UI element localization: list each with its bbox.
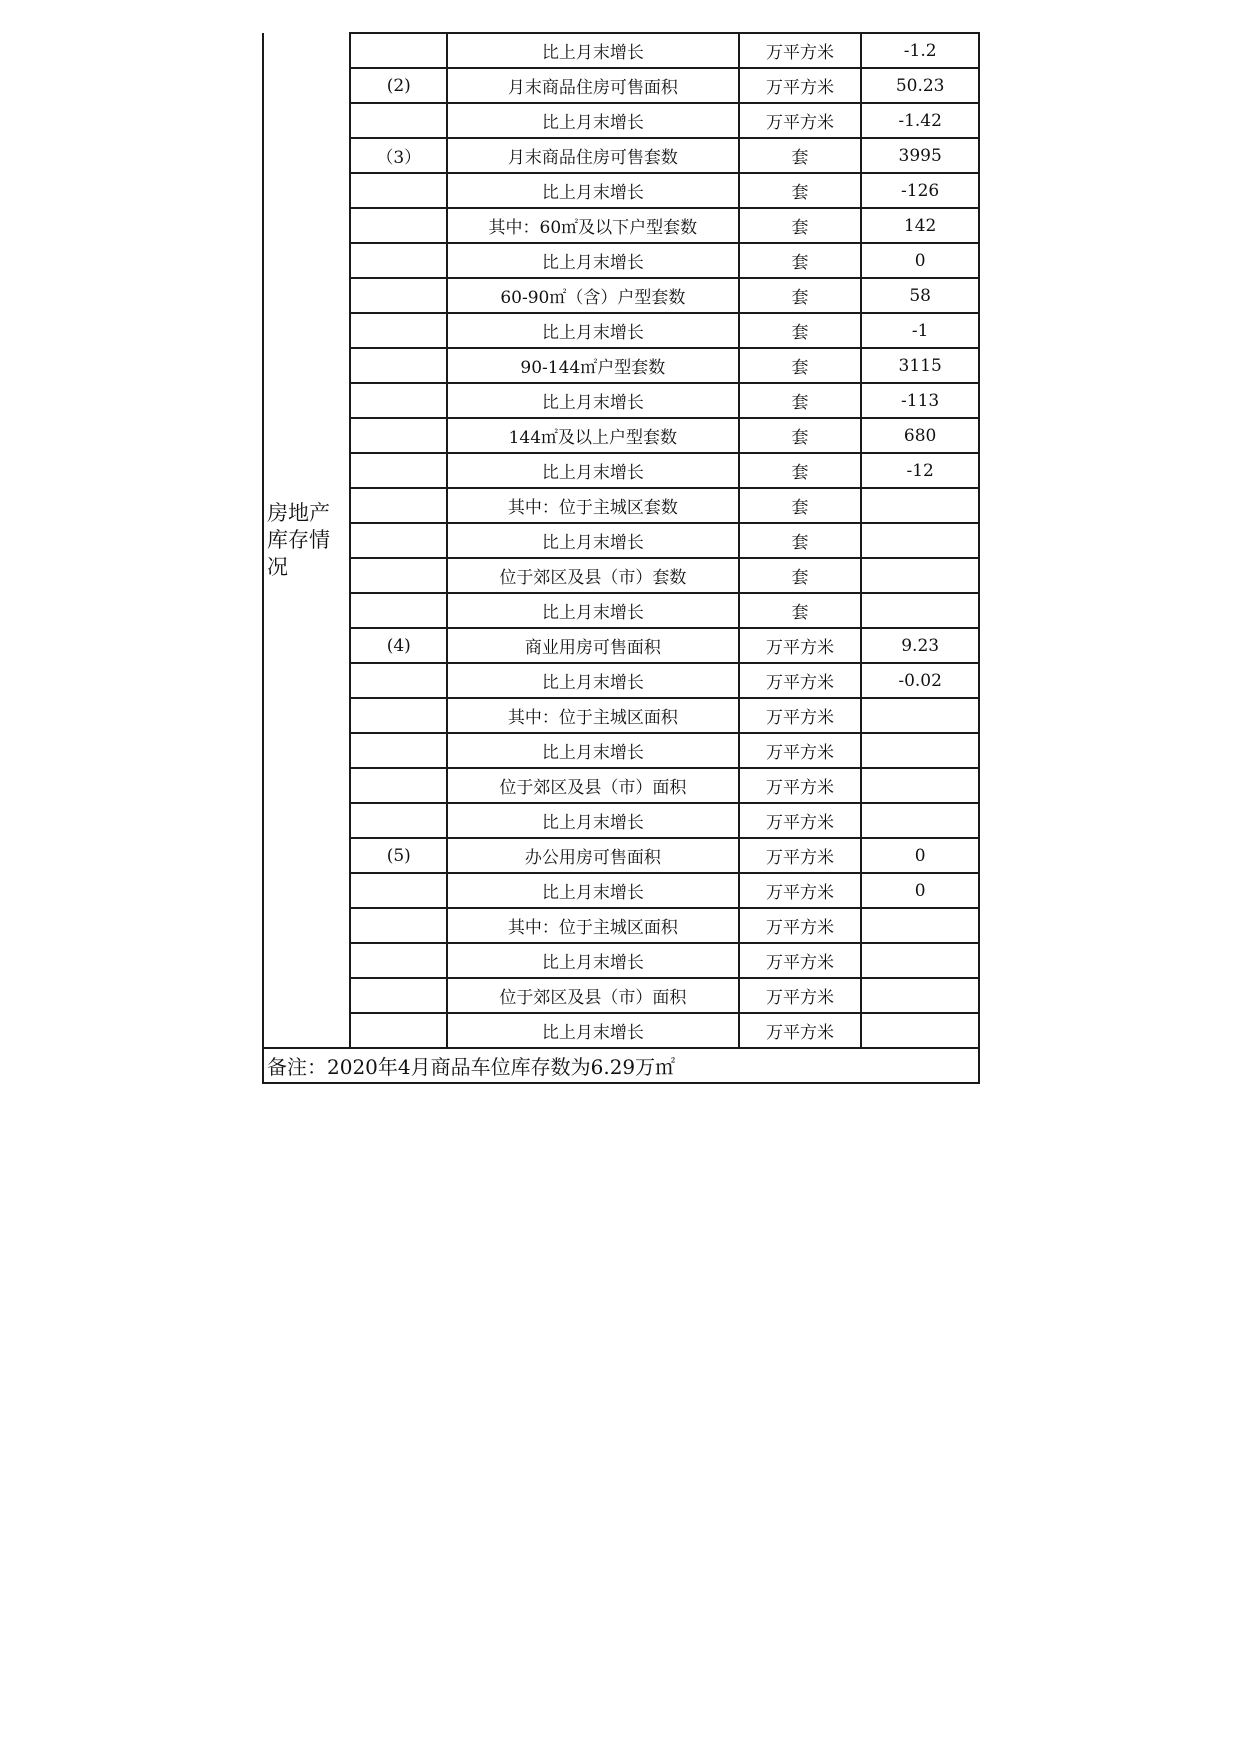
table-row — [263, 628, 979, 663]
row-unit-cell: 套 — [739, 593, 862, 628]
inventory-table-body — [263, 33, 979, 1083]
row-index-cell — [350, 733, 447, 768]
row-unit-cell: 万平方米 — [739, 628, 862, 663]
row-item-cell: 比上月末增长 — [447, 943, 739, 978]
row-unit-cell: 万平方米 — [739, 838, 862, 873]
table-row — [263, 838, 979, 873]
row-value-cell — [861, 733, 979, 768]
row-index-cell — [350, 348, 447, 383]
row-item-cell: 其中：位于主城区面积 — [447, 698, 739, 733]
row-index-cell — [350, 558, 447, 593]
row-index-cell — [350, 453, 447, 488]
table-row — [263, 138, 979, 173]
row-item-cell: 位于郊区及县（市）面积 — [447, 978, 739, 1013]
row-unit-cell: 套 — [739, 138, 862, 173]
row-index-cell — [350, 768, 447, 803]
table-row — [263, 173, 979, 208]
row-index-cell — [350, 803, 447, 838]
row-index-cell — [350, 208, 447, 243]
row-unit-cell: 套 — [739, 243, 862, 278]
table-row — [263, 873, 979, 908]
row-index-cell — [350, 383, 447, 418]
row-unit-cell: 套 — [739, 278, 862, 313]
row-item-cell: 60-90㎡（含）户型套数 — [447, 278, 739, 313]
row-value-cell: -1 — [861, 313, 979, 348]
row-index-cell — [350, 278, 447, 313]
row-index-cell: （3） — [350, 138, 447, 173]
row-value-cell: 3995 — [861, 138, 979, 173]
table-row — [263, 663, 979, 698]
row-item-cell: 比上月末增长 — [447, 803, 739, 838]
row-index-cell: (5) — [350, 838, 447, 873]
row-item-cell: 144㎡及以上户型套数 — [447, 418, 739, 453]
row-value-cell — [861, 768, 979, 803]
section-label: 房地产库存情况 — [263, 33, 350, 1048]
row-unit-cell: 套 — [739, 208, 862, 243]
row-value-cell: -1.2 — [861, 33, 979, 68]
row-unit-cell: 万平方米 — [739, 68, 862, 103]
table-row — [263, 488, 979, 523]
row-unit-cell: 套 — [739, 523, 862, 558]
row-index-cell: (2) — [350, 68, 447, 103]
table-row — [263, 313, 979, 348]
row-unit-cell: 套 — [739, 173, 862, 208]
row-unit-cell: 套 — [739, 558, 862, 593]
row-unit-cell: 万平方米 — [739, 978, 862, 1013]
row-value-cell: -113 — [861, 383, 979, 418]
row-value-cell: -1.42 — [861, 103, 979, 138]
row-index-cell — [350, 173, 447, 208]
row-item-cell: 比上月末增长 — [447, 453, 739, 488]
inventory-table — [262, 32, 980, 1084]
row-value-cell — [861, 978, 979, 1013]
row-index-cell — [350, 243, 447, 278]
row-item-cell: 比上月末增长 — [447, 733, 739, 768]
row-item-cell: 比上月末增长 — [447, 523, 739, 558]
table-row — [263, 768, 979, 803]
row-item-cell: 月末商品住房可售面积 — [447, 68, 739, 103]
row-item-cell: 位于郊区及县（市）面积 — [447, 768, 739, 803]
row-item-cell: 比上月末增长 — [447, 313, 739, 348]
row-item-cell: 月末商品住房可售套数 — [447, 138, 739, 173]
row-value-cell: 680 — [861, 418, 979, 453]
row-item-cell: 90-144㎡户型套数 — [447, 348, 739, 383]
row-item-cell: 位于郊区及县（市）套数 — [447, 558, 739, 593]
footnote: 备注：2020年4月商品车位库存数为6.29万㎡ — [263, 1048, 979, 1083]
table-row — [263, 68, 979, 103]
table-row — [263, 978, 979, 1013]
row-unit-cell: 套 — [739, 488, 862, 523]
row-item-cell: 比上月末增长 — [447, 593, 739, 628]
row-value-cell: 142 — [861, 208, 979, 243]
table-row — [263, 803, 979, 838]
row-index-cell — [350, 488, 447, 523]
row-index-cell — [350, 908, 447, 943]
table-row — [263, 103, 979, 138]
row-item-cell: 办公用房可售面积 — [447, 838, 739, 873]
row-unit-cell: 万平方米 — [739, 943, 862, 978]
table-row — [263, 1013, 979, 1048]
row-value-cell — [861, 488, 979, 523]
row-unit-cell: 套 — [739, 453, 862, 488]
row-value-cell: 3115 — [861, 348, 979, 383]
table-row — [263, 908, 979, 943]
row-index-cell — [350, 943, 447, 978]
row-value-cell: -0.02 — [861, 663, 979, 698]
table-row — [263, 418, 979, 453]
row-unit-cell: 套 — [739, 348, 862, 383]
row-index-cell — [350, 418, 447, 453]
row-value-cell — [861, 558, 979, 593]
table-row — [263, 943, 979, 978]
row-item-cell: 比上月末增长 — [447, 103, 739, 138]
row-value-cell: -126 — [861, 173, 979, 208]
row-value-cell: 0 — [861, 873, 979, 908]
row-value-cell — [861, 698, 979, 733]
row-index-cell — [350, 103, 447, 138]
table-row — [263, 453, 979, 488]
row-value-cell: 58 — [861, 278, 979, 313]
row-item-cell: 比上月末增长 — [447, 173, 739, 208]
row-unit-cell: 万平方米 — [739, 103, 862, 138]
row-unit-cell: 万平方米 — [739, 663, 862, 698]
row-index-cell — [350, 1013, 447, 1048]
table-row — [263, 698, 979, 733]
row-item-cell: 商业用房可售面积 — [447, 628, 739, 663]
table-row — [263, 383, 979, 418]
row-value-cell — [861, 1013, 979, 1048]
row-item-cell: 比上月末增长 — [447, 33, 739, 68]
row-unit-cell: 万平方米 — [739, 1013, 862, 1048]
table-row — [263, 243, 979, 278]
row-value-cell: 50.23 — [861, 68, 979, 103]
row-value-cell — [861, 523, 979, 558]
row-item-cell: 其中：60㎡及以下户型套数 — [447, 208, 739, 243]
row-unit-cell: 套 — [739, 313, 862, 348]
row-unit-cell: 万平方米 — [739, 908, 862, 943]
row-value-cell: 0 — [861, 838, 979, 873]
row-unit-cell: 万平方米 — [739, 733, 862, 768]
table-row — [263, 593, 979, 628]
row-value-cell — [861, 908, 979, 943]
table-row — [263, 558, 979, 593]
row-unit-cell: 万平方米 — [739, 33, 862, 68]
row-index-cell — [350, 978, 447, 1013]
note-row — [263, 1048, 979, 1083]
row-index-cell: (4) — [350, 628, 447, 663]
table-row — [263, 208, 979, 243]
table-row — [263, 348, 979, 383]
row-index-cell — [350, 663, 447, 698]
table-row — [263, 523, 979, 558]
row-index-cell — [350, 523, 447, 558]
row-item-cell: 比上月末增长 — [447, 873, 739, 908]
row-item-cell: 其中：位于主城区套数 — [447, 488, 739, 523]
row-unit-cell: 套 — [739, 383, 862, 418]
table-row — [263, 733, 979, 768]
row-item-cell: 比上月末增长 — [447, 383, 739, 418]
row-value-cell: 9.23 — [861, 628, 979, 663]
table-row — [263, 33, 979, 68]
row-value-cell: -12 — [861, 453, 979, 488]
row-index-cell — [350, 313, 447, 348]
row-value-cell — [861, 803, 979, 838]
row-index-cell — [350, 873, 447, 908]
table-row — [263, 278, 979, 313]
row-unit-cell: 万平方米 — [739, 873, 862, 908]
row-item-cell: 比上月末增长 — [447, 1013, 739, 1048]
row-item-cell: 比上月末增长 — [447, 663, 739, 698]
row-item-cell: 其中：位于主城区面积 — [447, 908, 739, 943]
row-unit-cell: 万平方米 — [739, 768, 862, 803]
row-unit-cell: 万平方米 — [739, 698, 862, 733]
row-index-cell — [350, 698, 447, 733]
row-value-cell — [861, 943, 979, 978]
row-index-cell — [350, 593, 447, 628]
row-item-cell: 比上月末增长 — [447, 243, 739, 278]
row-unit-cell: 万平方米 — [739, 803, 862, 838]
row-unit-cell: 套 — [739, 418, 862, 453]
row-value-cell — [861, 593, 979, 628]
row-index-cell — [350, 33, 447, 68]
row-value-cell: 0 — [861, 243, 979, 278]
